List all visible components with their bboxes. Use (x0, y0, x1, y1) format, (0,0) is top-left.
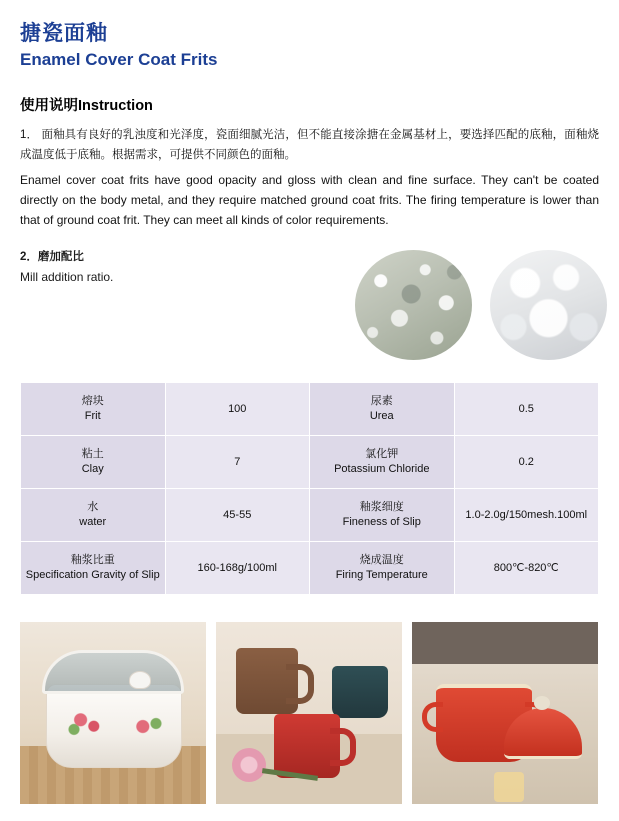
cell-text-en: Firing Temperature (335, 569, 428, 581)
row-value-1: 100 (165, 383, 310, 436)
row-value-1: 7 (165, 436, 310, 489)
cell-text-en: Urea (369, 410, 394, 422)
mill-ratio-heading-en: Mill addition ratio. (20, 270, 114, 285)
round-photo-group (355, 250, 607, 360)
page-title-en: Enamel Cover Coat Frits (20, 50, 218, 70)
cell-text-cn: 熔块 (81, 395, 104, 408)
instruction-paragraph-cn: 1． 面釉具有良好的乳浊度和光泽度，瓷面细腻光洁，但不能直接涂搪在金属基材上，要选择匹配的底釉，面釉烧成温度低于底釉。根据需求，可提供不同颜色的面釉。 (20, 128, 599, 161)
cell-text-en: Clay (81, 463, 104, 475)
row-value-2: 800℃-820℃ (454, 542, 599, 595)
glass-lid (42, 650, 184, 694)
enamel-mugs-photo (216, 622, 402, 804)
rose-flower (232, 748, 266, 782)
red-enamel-pot-photo (412, 622, 598, 804)
bottom-photo-group (20, 622, 598, 804)
instruction-paragraph-en: Enamel cover coat frits have good opacity and gloss with clean and fine surface. They can't be coated directly on the body metal, and they require matched ground coat frits. The firing temperature is lower than that of ground coat frit. They can meet all kinds of color requirements. (20, 173, 599, 227)
row-label-1 (21, 436, 166, 489)
cell-text-en: Fineness of Slip (342, 516, 421, 528)
row-label-2 (310, 489, 455, 542)
cell-text-en: Specification Gravity of Slip (25, 569, 160, 581)
teal-mug (332, 666, 388, 718)
gold-emblem (494, 772, 524, 802)
row-value-2: 0.5 (454, 383, 599, 436)
row-label-1 (21, 489, 166, 542)
row-value-2: 0.2 (454, 436, 599, 489)
table-row (21, 436, 599, 489)
frit-granules-photo (355, 250, 472, 360)
red-lid-knob (534, 696, 550, 710)
floral-enamel-pot-photo (20, 622, 206, 804)
lid-knob (129, 671, 151, 689)
document-page (0, 22, 619, 821)
pot-body (46, 684, 182, 768)
red-mug (274, 714, 340, 778)
mill-addition-ratio-table (20, 382, 599, 595)
cell-text-en: Potassium Chloride (334, 463, 430, 475)
mill-ratio-heading-cn: 2．磨加配比 (20, 251, 84, 264)
cell-text-cn: 水 (87, 501, 99, 514)
row-value-2: 1.0-2.0g/150mesh.100ml (454, 489, 599, 542)
row-label-2 (310, 436, 455, 489)
row-value-1: 45-55 (165, 489, 310, 542)
cell-text-cn: 烧成温度 (359, 554, 404, 567)
cell-text-cn: 尿素 (370, 395, 393, 408)
cell-text-cn: 釉浆细度 (359, 501, 404, 514)
white-powder-photo (490, 250, 607, 360)
cell-text-cn: 粘土 (81, 448, 104, 461)
background-band (412, 622, 598, 664)
table-row (21, 542, 599, 595)
row-label-2 (310, 542, 455, 595)
page-title-cn: 搪瓷面釉 (20, 22, 108, 45)
table-row (21, 489, 599, 542)
cell-text-cn: 釉浆比重 (70, 554, 115, 567)
row-label-1 (21, 383, 166, 436)
cell-text-cn: 氯化钾 (365, 448, 399, 461)
cell-text-en: water (79, 516, 107, 528)
brown-mug (236, 648, 298, 714)
cell-text-en: Frit (84, 410, 101, 422)
table-row (21, 383, 599, 436)
row-label-1 (21, 542, 166, 595)
instruction-heading: 使用说明Instruction (20, 97, 153, 114)
row-value-1: 160-168g/100ml (165, 542, 310, 595)
row-label-2 (310, 383, 455, 436)
